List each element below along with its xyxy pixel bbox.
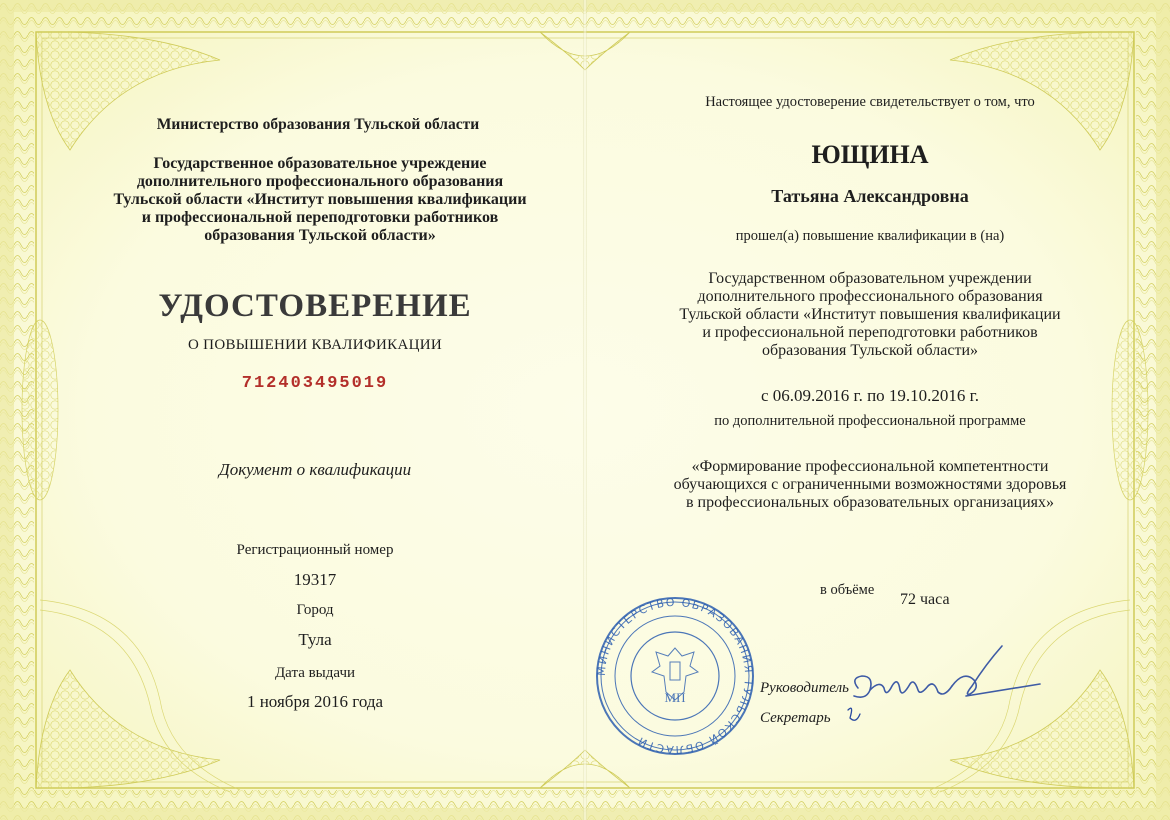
head-label: Руководитель <box>760 680 849 696</box>
institution-line: образования Тульской области» <box>761 342 979 359</box>
registration-label: Регистрационный номер <box>236 542 394 558</box>
secretary-label: Секретарь <box>760 710 831 726</box>
program-line: в профессиональных образовательных организациях» <box>685 494 1055 511</box>
holder-surname: ЮЩИНА <box>811 140 929 169</box>
issue-date-label: Дата выдачи <box>274 665 356 681</box>
passed-statement: прошел(а) повышение квалификации в (на) <box>735 228 1005 244</box>
svg-text:МИНИСТЕРСТВО ОБРАЗОВАНИЯ ТУЛЬС <box>595 596 755 756</box>
holder-given-names: Татьяна Александровна <box>771 186 969 206</box>
document-title: УДОСТОВЕРЕНИЕ <box>158 288 472 324</box>
city-value: Тула <box>298 630 332 649</box>
program-intro: по дополнительной профессиональной программе <box>714 413 1026 429</box>
intro-statement: Настоящее удостоверение свидетельствует о том, что <box>705 94 1035 110</box>
institution-line: и профессиональной переподготовки работников <box>702 324 1038 341</box>
institution-line: Тульской области «Институт повышения квалификации <box>113 191 527 208</box>
official-stamp <box>586 596 764 756</box>
program-line: обучающихся с ограниченными возможностями здоровья <box>673 476 1067 493</box>
document-type: Документ о квалификации <box>218 460 412 479</box>
serial-number: 712403495019 <box>241 374 389 393</box>
stamp-ring-text: МИНИСТЕРСТВО ОБРАЗОВАНИЯ ТУЛЬСКОЙ ОБЛАСТИ <box>594 596 756 756</box>
program-title <box>630 458 1110 512</box>
institution-line: Государственном образовательном учреждении <box>708 270 1032 287</box>
registration-number: 19317 <box>293 570 337 589</box>
institution-line: и профессиональной переподготовки работников <box>141 209 499 226</box>
program-line: «Формирование профессиональной компетентности <box>691 458 1049 475</box>
head-signature <box>840 640 1050 730</box>
ministry-name: Министерство образования Тульской области <box>156 116 480 133</box>
volume-label: в объёме <box>820 582 875 598</box>
training-institution <box>640 270 1100 360</box>
institution-line: дополнительного профессионального образования <box>697 288 1043 305</box>
issue-date: 1 ноября 2016 года <box>246 692 384 711</box>
document-subtitle: О ПОВЫШЕНИИ КВАЛИФИКАЦИИ <box>188 337 442 353</box>
training-period: с 06.09.2016 г. по 19.10.2016 г. <box>760 386 979 405</box>
stamp-center-text: МП <box>664 690 686 705</box>
institution-line: Тульской области «Институт повышения квалификации <box>679 306 1061 323</box>
city-label: Город <box>296 602 334 618</box>
volume-value: 72 часа <box>900 591 950 608</box>
institution-line: Государственное образовательное учреждение <box>153 155 487 172</box>
issuing-institution <box>90 155 550 245</box>
institution-line: дополнительного профессионального образования <box>136 173 504 190</box>
institution-line: образования Тульской области» <box>204 227 436 244</box>
